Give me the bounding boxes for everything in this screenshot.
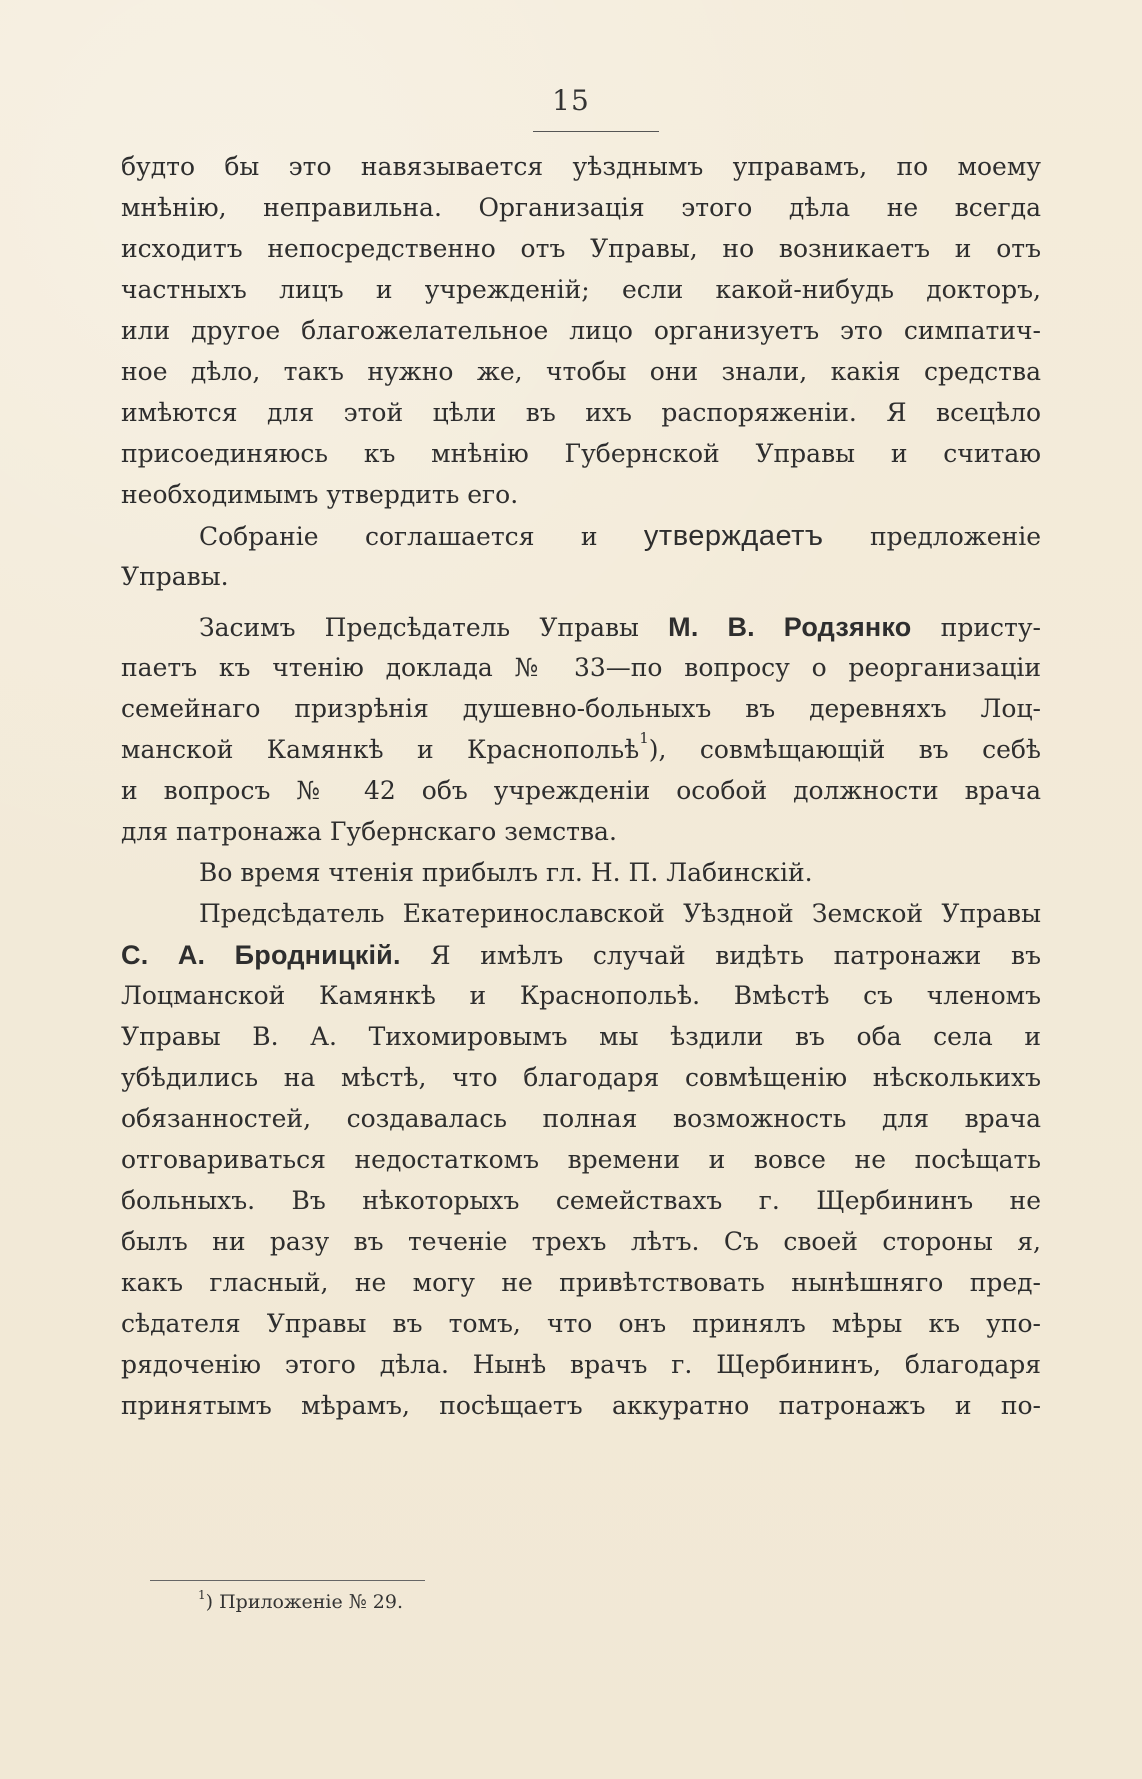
- text-line: исходитъ непосредственно отъ Управы, но возникаетъ и отъ: [121, 234, 1041, 263]
- text-line: [121, 608, 1041, 646]
- text-line: Управы В. А. Тихомировымъ мы ѣздили въ оба села и: [121, 1022, 1041, 1051]
- text-line: обязанностей, создавалась полная возможность для врача: [121, 1104, 1041, 1133]
- text-line: Предсѣдатель Екатеринославской Уѣздной Земской Управы: [199, 899, 1041, 928]
- page-number: 15: [552, 84, 590, 117]
- footnote-marker: 1: [639, 729, 649, 747]
- text-line: ное дѣло, такъ нужно же, чтобы они знали, какія средства: [121, 357, 1041, 386]
- text-line: принятымъ мѣрамъ, посѣщаетъ аккуратно патронажъ и по-: [121, 1391, 1041, 1420]
- text-span: присту-: [940, 613, 1041, 642]
- text-line: Лоцманской Камянкѣ и Краснопольѣ. Вмѣстѣ съ членомъ: [121, 981, 1041, 1010]
- text-line: частныхъ лицъ и учрежденій; если какой-нибудь докторъ,: [121, 275, 1041, 304]
- text-line: мнѣнію, неправильна. Организація этого дѣла не всегда: [121, 193, 1041, 222]
- text-line: Управы.: [121, 562, 229, 591]
- text-line: будто бы это навязывается уѣзднымъ управамъ, по моему: [121, 152, 1041, 181]
- text-span: манской Камянкѣ и Краснопольѣ: [121, 735, 640, 764]
- footnote: [198, 1589, 403, 1615]
- page-number-rule: [533, 131, 659, 132]
- text-line: какъ гласный, не могу не привѣтствовать нынѣшняго пред-: [121, 1268, 1041, 1297]
- text-line: паетъ къ чтенію доклада № 33—по вопросу о реорганизаціи: [121, 653, 1041, 682]
- text-span: Я имѣлъ случай видѣть патронажи въ: [430, 941, 1041, 970]
- text-line: убѣдились на мѣстѣ, что благодаря совмѣщенію нѣсколькихъ: [121, 1063, 1041, 1092]
- text-line: или другое благожелательное лицо организуетъ это симпатич-: [121, 316, 1041, 345]
- footnote-rule: [150, 1580, 425, 1581]
- text-line: былъ ни разу въ теченіе трехъ лѣтъ. Съ своей стороны я,: [121, 1227, 1041, 1256]
- text-line: присоединяюсь къ мнѣнію Губернской Управы и считаю: [121, 439, 1041, 468]
- text-line: [121, 517, 1041, 555]
- text-line: [121, 936, 1041, 974]
- text-line: сѣдателя Управы въ томъ, что онъ принялъ мѣры къ упо-: [121, 1309, 1041, 1338]
- text-line: семейнаго призрѣнія душевно-больныхъ въ деревняхъ Лоц-: [121, 694, 1041, 723]
- text-line: [121, 731, 1041, 769]
- text-span: ), совмѣщающій въ себѣ: [648, 735, 1041, 764]
- text-line: отговариваться недостаткомъ времени и вовсе не посѣщать: [121, 1145, 1041, 1174]
- footnote-text: ) Приложеніе № 29.: [205, 1591, 403, 1613]
- text-line: больныхъ. Въ нѣкоторыхъ семействахъ г. Щербининъ не: [121, 1186, 1041, 1215]
- text-line: рядоченію этого дѣла. Нынѣ врачъ г. Щербининъ, благодаря: [121, 1350, 1041, 1379]
- speaker-name: С. А. Бродницкій.: [121, 940, 401, 970]
- footnote-marker: 1: [198, 1588, 206, 1602]
- text-line: Во время чтенія прибылъ гл. Н. П. Лабинскій.: [199, 858, 813, 887]
- speaker-name: М. В. Родзянко: [668, 612, 912, 642]
- text-line: имѣются для этой цѣли въ ихъ распоряженіи. Я всецѣло: [121, 398, 1041, 427]
- text-line: и вопросъ № 42 объ учрежденіи особой должности врача: [121, 776, 1041, 805]
- text-span: Засимъ Предсѣдатель Управы: [199, 613, 639, 642]
- text-line: необходимымъ утвердить его.: [121, 480, 519, 509]
- text-line: для патронажа Губернскаго земства.: [121, 817, 617, 846]
- text-span: предложеніе: [869, 522, 1041, 551]
- emphasis-word: утверждаетъ: [643, 520, 824, 552]
- text-span: Собраніе соглашается и: [199, 522, 598, 551]
